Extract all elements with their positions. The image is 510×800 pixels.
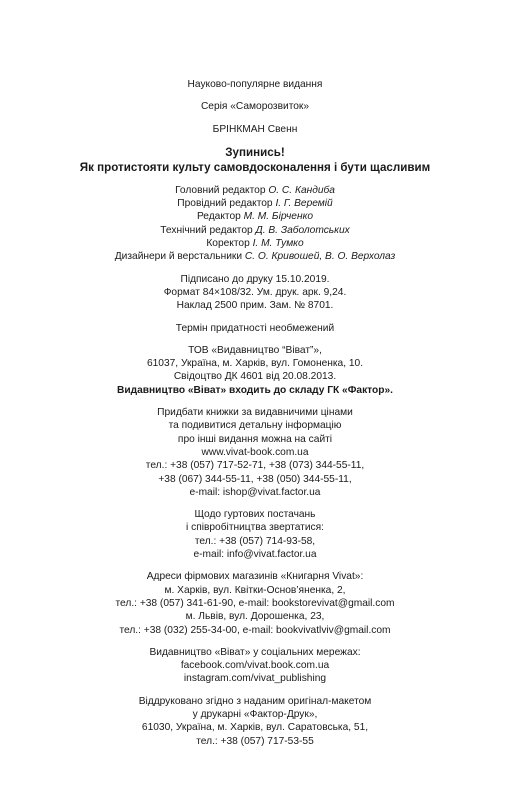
credit-name: І. М. Тумко — [252, 238, 304, 250]
wholesale-line: і співробітництва звертатися: — [186, 522, 324, 534]
stores-heading: Адреси фірмових магазинів «Книгарня Vivat»: — [146, 571, 364, 583]
instagram-link[interactable]: instagram.com/vivat_publishing — [183, 673, 327, 685]
credit-role: Дизайнери й верстальники — [114, 251, 243, 263]
print-info-line: Наклад 2500 прим. Зам. № 8701. — [176, 300, 334, 312]
print-info-line: Підписано до друку 15.10.2019. — [180, 273, 330, 285]
buy-phone-line: +38 (067) 344-55-11, +38 (050) 344-55-11, — [158, 473, 352, 485]
series-name: Серія «Саморозвиток» — [200, 101, 310, 113]
credit-name: І. Г. Веремій — [275, 198, 333, 210]
wholesale-block — [30, 508, 480, 561]
edition-type: Науково-популярне видання — [187, 79, 323, 90]
store-address: м. Харків, вул. Квітки-Основ’яненка, 2, — [164, 584, 346, 596]
publisher-address: 61037, Україна, м. Харків, вул. Гомоненка, 10. — [146, 358, 364, 370]
store-contact: тел.: +38 (032) 255-34-00, e-mail: bookvivatlviv@gmail.com — [119, 624, 391, 636]
book-subtitle: Як протистояти культу самовдосконалення і бути щасливим — [79, 160, 431, 174]
buy-info-line: та подивитися детальну інформацію — [168, 420, 342, 432]
shelf-life: Термін придатності необмежений — [175, 322, 335, 334]
credit-name: Д. В. Заболотських — [255, 224, 350, 236]
facebook-link[interactable]: facebook.com/vivat.book.com.ua — [180, 660, 330, 672]
credit-name: С. О. Кривошей, В. О. Верхолаз — [244, 251, 396, 263]
wholesale-email: e-mail: info@vivat.factor.ua — [193, 549, 317, 561]
credit-role: Головний редактор — [175, 184, 266, 196]
buy-email-line: e-mail: ishop@vivat.factor.ua — [189, 486, 321, 498]
publisher-name: ТОВ «Видавництво “Віват”», — [188, 344, 322, 356]
print-info-block — [30, 273, 480, 313]
credit-line — [30, 250, 480, 263]
buy-info-line: Придбати книжки за видавничими цінами — [157, 407, 353, 419]
store-address: м. Львів, вул. Дорошенка, 23, — [185, 611, 325, 623]
imprint-column — [30, 78, 480, 748]
book-title: Зупинись! — [225, 145, 285, 159]
credit-role: Провідний редактор — [177, 198, 273, 210]
printing-line: у друкарні «Фактор-Друк», — [192, 708, 318, 720]
printing-block — [30, 695, 480, 748]
credit-line — [30, 184, 480, 197]
stores-block — [30, 570, 480, 636]
credit-line — [30, 224, 480, 237]
social-heading: Видавництво «Віват» у соціальних мережах: — [149, 646, 361, 658]
buy-info-line: про інші видання можна на сайті — [177, 433, 333, 445]
wholesale-line: Щодо гуртових постачань — [194, 509, 316, 521]
publisher-block — [30, 344, 480, 397]
credit-role: Редактор — [196, 211, 241, 223]
store-contact: тел.: +38 (057) 341-61-90, e-mail: bookstorevivat@gmail.com — [115, 597, 395, 609]
buy-phone-line: тел.: +38 (057) 717-52-71, +38 (073) 344-55-11, — [145, 460, 365, 472]
print-info-line: Формат 84×108/32. Ум. друк. арк. 9,24. — [163, 286, 347, 298]
credit-name: О. С. Кандиба — [268, 184, 335, 196]
credit-role: Технічний редактор — [160, 224, 253, 236]
credit-line — [30, 237, 480, 250]
printing-line: 61030, Україна, м. Харків, вул. Саратовська, 51, — [141, 722, 369, 734]
credits-block — [30, 184, 480, 264]
printing-line: тел.: +38 (057) 717-53-55 — [196, 735, 314, 747]
publisher-certificate: Свідоцтво ДК 4601 від 20.08.2013. — [173, 371, 337, 383]
publisher-group: Видавництво «Віват» входить до складу ГК «Фактор». — [117, 384, 393, 396]
author-name: БРІНКМАН Свенн — [212, 123, 298, 135]
credit-line — [30, 210, 480, 223]
printing-line: Віддруковано згідно з наданим оригінал-макетом — [138, 695, 372, 707]
credit-role: Коректор — [206, 238, 250, 250]
wholesale-phone: тел.: +38 (057) 714-93-58, — [194, 535, 316, 547]
credit-line — [30, 197, 480, 210]
website-link[interactable]: www.vivat-book.com.ua — [201, 446, 309, 458]
social-block — [30, 646, 480, 686]
buy-info-block — [30, 406, 480, 499]
credit-name: М. М. Бірченко — [243, 211, 314, 223]
